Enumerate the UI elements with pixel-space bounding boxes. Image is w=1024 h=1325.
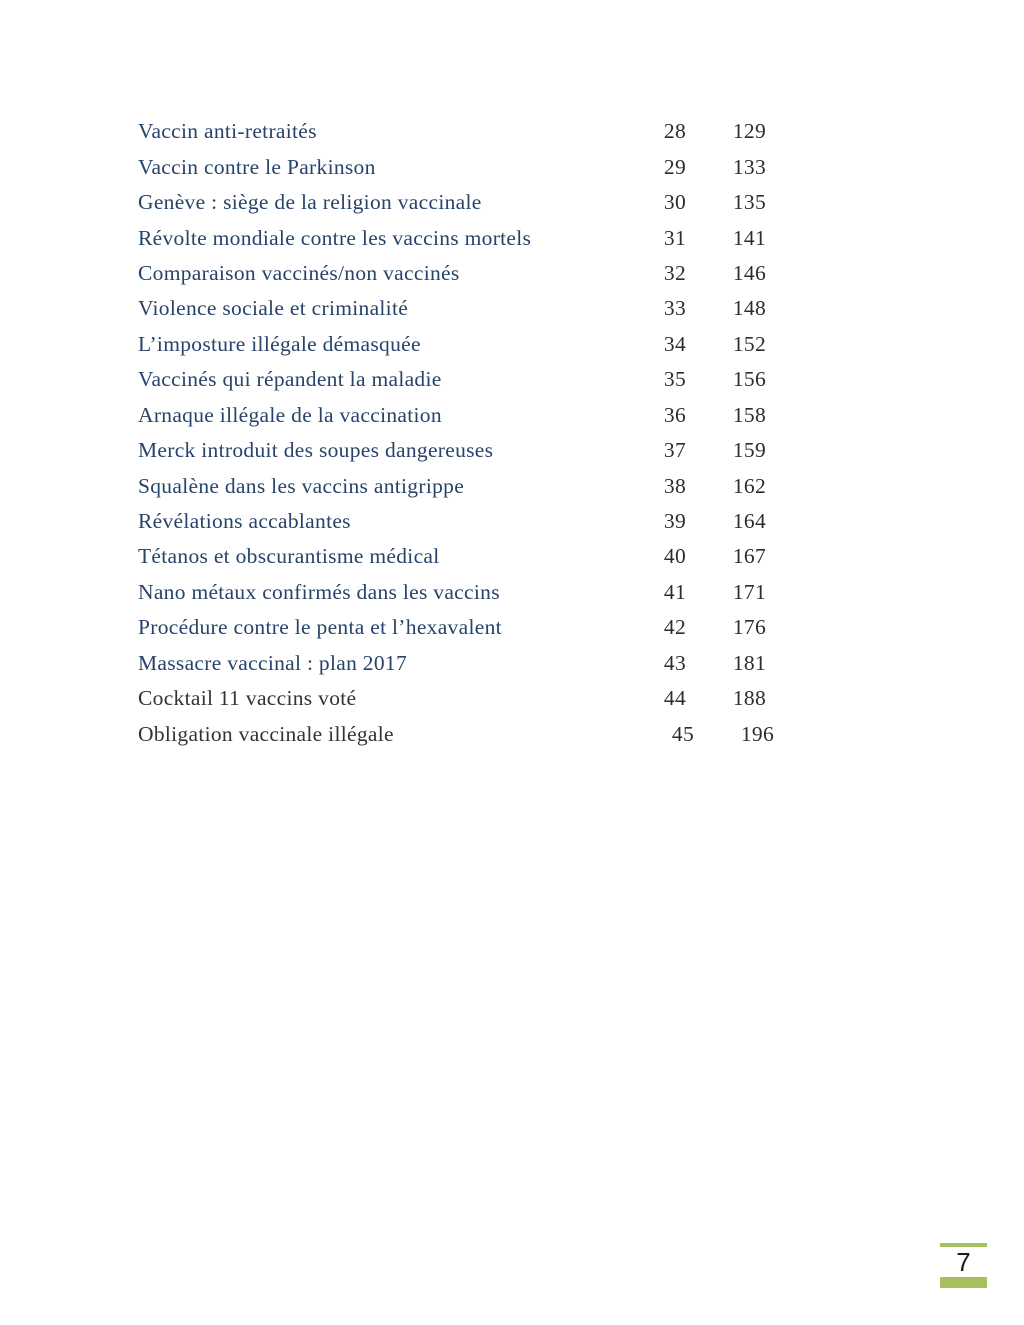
toc-entry-title: Nano métaux confirmés dans les vaccins [138, 579, 500, 604]
toc-entry-page-number: 156 [732, 367, 766, 392]
toc-entry-title: Procédure contre le penta et l’hexavalent [138, 615, 502, 640]
page-footer [940, 1243, 987, 1288]
toc-entry-page-number: 176 [732, 615, 766, 640]
toc-entry-title: Tétanos et obscurantisme médical [138, 544, 440, 569]
toc-entry-page-number: 133 [732, 154, 766, 179]
toc-entry [138, 149, 766, 184]
toc-entry-page-number: 148 [732, 296, 766, 321]
toc-entry-title: Vaccin contre le Parkinson [138, 154, 376, 179]
toc-list [138, 114, 774, 752]
toc-entry-title: L’imposture illégale démasquée [138, 331, 421, 356]
toc-entry [138, 539, 766, 574]
toc-entry-chapter-number: 45 [671, 721, 694, 746]
toc-entry [138, 433, 766, 468]
toc-entry-page-number: 171 [732, 579, 766, 604]
toc-entry-page-number: 159 [732, 438, 766, 463]
toc-entry [138, 114, 766, 149]
toc-entry-chapter-number: 34 [663, 331, 686, 356]
toc-entry-title: Vaccin anti-retraités [138, 119, 317, 144]
toc-entry-title: Arnaque illégale de la vaccination [138, 402, 442, 427]
toc-entry-title: Révolte mondiale contre les vaccins mortels [138, 225, 532, 250]
toc-entry-chapter-number: 38 [663, 473, 686, 498]
toc-entry [138, 291, 766, 326]
toc-entry-chapter-number: 42 [663, 615, 686, 640]
toc-entry-page-number: 181 [732, 650, 766, 675]
page-number: 7 [956, 1247, 971, 1277]
toc-entry-chapter-number: 35 [663, 367, 686, 392]
toc-entry-chapter-number: 29 [663, 154, 686, 179]
toc-entry-title: Genève : siège de la religion vaccinale [138, 190, 482, 215]
toc-entry [138, 185, 766, 220]
toc-entry [138, 646, 766, 681]
toc-entry-page-number: 129 [732, 119, 766, 144]
toc-entry-title: Cocktail 11 vaccins voté [138, 686, 357, 711]
toc-entry-title: Vaccinés qui répandent la maladie [138, 367, 442, 392]
toc-entry-page-number: 162 [732, 473, 766, 498]
toc-entry-chapter-number: 37 [663, 438, 686, 463]
toc-entry-chapter-number: 30 [663, 190, 686, 215]
toc-entry [138, 681, 766, 716]
toc-entry-chapter-number: 43 [663, 650, 686, 675]
toc-entry-title: Révélations accablantes [138, 509, 351, 534]
toc-entry-title: Merck introduit des soupes dangereuses [138, 438, 494, 463]
toc-entry-title: Obligation vaccinale illégale [138, 721, 394, 746]
toc-entry-chapter-number: 41 [663, 579, 686, 604]
toc-entry-chapter-number: 33 [663, 296, 686, 321]
toc-entry-page-number: 135 [732, 190, 766, 215]
toc-entry [138, 256, 766, 291]
toc-entry-title: Squalène dans les vaccins antigrippe [138, 473, 465, 498]
toc-entry-title: Massacre vaccinal : plan 2017 [138, 650, 407, 675]
toc-entry-chapter-number: 32 [663, 260, 686, 285]
toc-entry-page-number: 167 [732, 544, 766, 569]
toc-entry-chapter-number: 28 [663, 119, 686, 144]
toc-entry [138, 504, 766, 539]
toc-entry [138, 362, 766, 397]
toc-entry [138, 575, 766, 610]
toc-entry-page-number: 158 [732, 402, 766, 427]
toc-entry-page-number: 146 [732, 260, 766, 285]
footer-bottom-bar [940, 1277, 987, 1288]
toc-entry-page-number: 141 [732, 225, 766, 250]
toc-entry-chapter-number: 31 [663, 225, 686, 250]
toc-entry [138, 398, 766, 433]
toc-entry-chapter-number: 39 [663, 509, 686, 534]
toc-entry-title: Comparaison vaccinés/non vaccinés [138, 260, 460, 285]
toc-entry [138, 220, 766, 255]
toc-entry [138, 327, 766, 362]
toc-entry-page-number: 152 [732, 331, 766, 356]
toc-entry [138, 610, 766, 645]
toc-entry-page-number: 164 [732, 509, 766, 534]
toc-entry-chapter-number: 40 [663, 544, 686, 569]
toc-entry [138, 468, 766, 503]
toc-entry [138, 716, 774, 751]
toc-entry-chapter-number: 44 [663, 686, 686, 711]
toc-entry-page-number: 188 [732, 686, 766, 711]
toc-entry-page-number: 196 [740, 721, 774, 746]
toc-entry-chapter-number: 36 [663, 402, 686, 427]
toc-entry-title: Violence sociale et criminalité [138, 296, 409, 321]
